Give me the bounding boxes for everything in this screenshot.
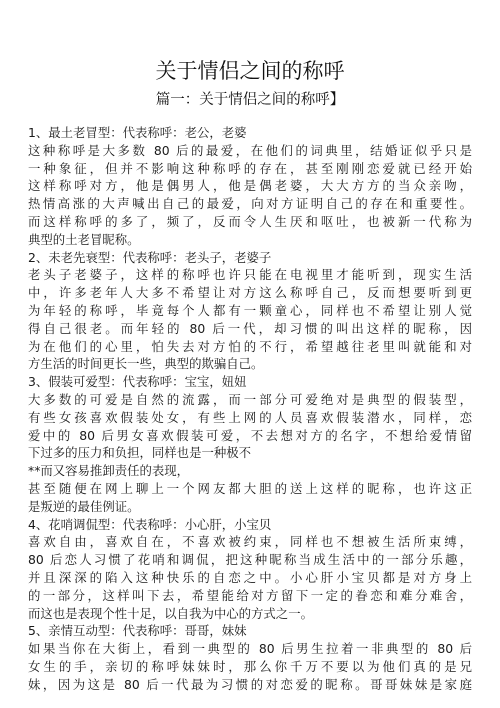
body-line: 大多数的可爱是自然的流露，而一部分可爱绝对是典型的假装型，	[28, 391, 472, 407]
body-line: 得自己很老。而年轻的 80 后一代，却习惯的叫出这样的昵称，因	[28, 320, 472, 336]
body-line: 4、花哨调侃型：代表称呼：小心肝，小宝贝	[28, 516, 272, 532]
body-line: 的一部分，这样叫下去，希望能给对方留下一定的眷恋和难分难舍，	[28, 587, 472, 603]
body-line: 妹，因为这是 80 后一代最为习惯的对恋爱的昵称。哥哥妹妹是家庭	[28, 676, 472, 692]
body-line: 这样称呼对方，他是偶男人，他是偶老婆，大大方方的当众亲吻，	[28, 178, 472, 194]
body-line: 老头子老婆子，这样的称呼也许只能在电视里才能听到，现实生活	[28, 267, 472, 283]
body-line: 3、假装可爱型：代表称呼：宝宝，妞妞	[28, 374, 247, 390]
document-body	[28, 124, 472, 694]
body-line: 典型的土老冒昵称。	[28, 231, 140, 247]
body-line: 方生活的时间更长一些，典型的欺骗自己。	[28, 356, 264, 372]
body-line: 5、亲情互动型：代表称呼：哥哥，妹妹	[28, 623, 247, 639]
body-line: 而这也是表现个性十足，以自我为中心的方式之一。	[28, 605, 313, 621]
document-subtitle: 篇一：关于情侣之间的称呼】	[155, 92, 345, 108]
body-line: 是叛逆的最佳例证。	[28, 498, 140, 514]
body-line: 80 后恋人习惯了花哨和调侃，把这种昵称当成生活中的一部分乐趣，	[28, 552, 472, 568]
body-line: 为年轻的称呼，毕竟每个人都有一颗童心，同样也不希望让别人觉	[28, 302, 472, 318]
body-line: 喜欢自由，喜欢自在，不喜欢被约束，同样也不想被生活所束缚，	[28, 534, 472, 550]
body-line: 为在他们的心里，怕失去对方怕的不行，希望越往老里叫就能和对	[28, 338, 472, 354]
body-line: 中，许多老年人大多不希望让对方这么称呼自己，反而想要听到更	[28, 285, 472, 301]
body-line: 1、最土老冒型：代表称呼：老公，老婆	[28, 125, 247, 140]
body-line: 2、未老先衰型：代表称呼：老头子，老婆子	[28, 249, 272, 265]
body-line: 一种象征，但并不影响这种称呼的存在，甚至刚刚恋爱就已经开始	[28, 160, 472, 176]
body-line: 并且深深的陷入这种快乐的自恋之中。小心肝小宝贝都是对方身上	[28, 569, 472, 585]
body-line: 爱中的 80 后男女喜欢假装可爱，不去想对方的名字，不想给爱情留	[28, 427, 472, 443]
document-title: 关于情侣之间的称呼	[155, 59, 345, 83]
body-line: 女生的手，亲切的称呼妹妹时，那么你千万不要以为他们真的是兄	[28, 658, 472, 674]
body-line: 有些女孩喜欢假装处女，有些上网的人员喜欢假装潜水，同样，恋	[28, 409, 472, 425]
body-line: **而又容易推卸责任的表现，	[28, 463, 190, 479]
body-line: 甚至随便在网上聊上一个网友都大胆的送上这样的昵称，也许这正	[28, 480, 472, 496]
body-line: 热情高涨的大声喊出自己的最爱，向对方证明自己的存在和重要性。	[28, 196, 472, 212]
body-line: 这种称呼是大多数 80 后的最爱，在他们的词典里，结婚证似乎只是	[28, 142, 472, 158]
body-line: 下过多的压力和负担，同样也是一种极不	[28, 445, 252, 461]
body-line: 如果当你在大街上，看到一典型的 80 后男生拉着一非典型的 80 后	[28, 641, 472, 657]
body-line: 而这样称呼的多了，频了，反而令人生厌和呕吐，也被新一代称为	[28, 213, 472, 229]
